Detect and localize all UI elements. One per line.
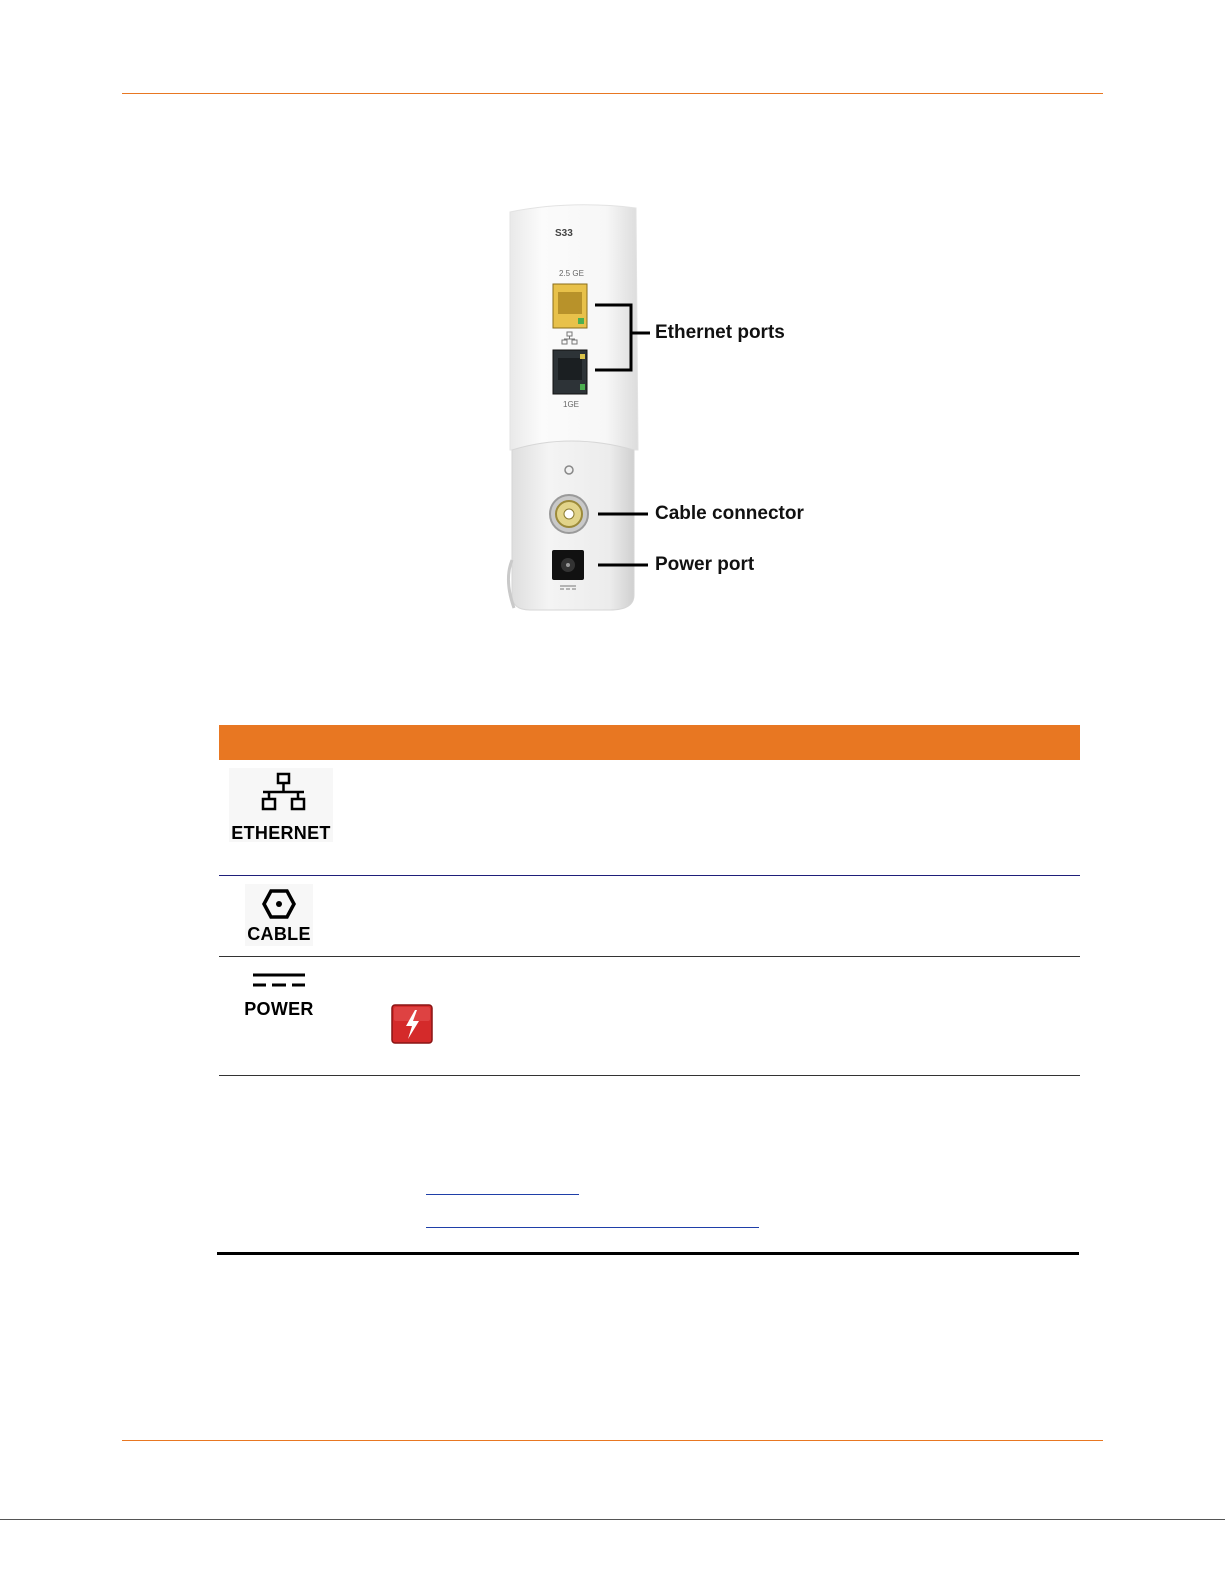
- power-icon-caption: POWER: [244, 999, 314, 1019]
- link-underline-1[interactable]: [426, 1194, 579, 1195]
- footer-rule: [122, 1440, 1103, 1441]
- port-description-table: [219, 725, 1080, 1076]
- ethernet-icon: [259, 772, 309, 816]
- cable-icon-box: [245, 884, 313, 946]
- port-top-label: 2.5 GE: [559, 269, 584, 278]
- device-model-label: S33: [555, 228, 573, 239]
- ethernet-icon-caption: ETHERNET: [231, 823, 331, 843]
- device-rear-panel-figure: [500, 200, 830, 620]
- table-header-bar: [219, 725, 1080, 760]
- table-row-ethernet: [219, 760, 1080, 876]
- lightning-warning-icon: [391, 1004, 433, 1044]
- cable-icon-caption: CABLE: [247, 924, 311, 944]
- link-underline-2[interactable]: [426, 1227, 759, 1228]
- callout-ethernet-ports: Ethernet ports: [655, 322, 785, 343]
- table-row-cable: [219, 876, 1080, 957]
- callout-power-port: Power port: [655, 554, 755, 575]
- table-row-power: [219, 957, 1080, 1076]
- power-icon: [251, 971, 307, 991]
- table-end-rule: [217, 1252, 1079, 1255]
- cable-icon: [261, 888, 297, 920]
- ethernet-icon-box: [229, 768, 333, 842]
- header-rule: [122, 93, 1103, 94]
- callout-cable-connector: Cable connector: [655, 503, 804, 524]
- page-edge-line: [0, 1519, 1225, 1520]
- power-icon-box: [243, 969, 315, 1025]
- port-bottom-label: 1GE: [563, 400, 580, 409]
